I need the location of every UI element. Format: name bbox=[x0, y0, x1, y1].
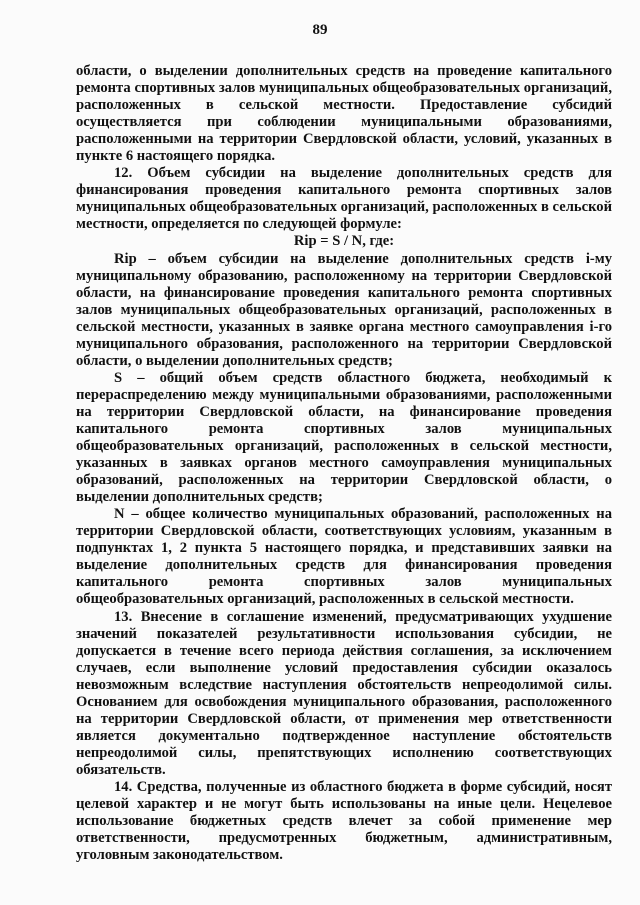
page-number: 89 bbox=[312, 22, 328, 38]
definition-n: N – общее количество муниципальных образований, расположенных на территории Свердловской области, соответствующих условиям, указанным в подпунктах 1, 2 пункта 5 настоящего порядка, и представивших заявки на выделение дополнительных средств для финансирования проведения капитального ремонта спортивных залов муниципальных общеобразовательных организаций, расположенных в сельской местности. bbox=[76, 506, 612, 608]
paragraph-12: 12. Объем субсидии на выделение дополнительных средств для финансирования проведения капитального ремонта спортивных залов муниципальных общеобразовательных организаций, расположенных в сельской местности, определяется по следующей формуле: bbox=[76, 165, 612, 233]
paragraph-continuation: области, о выделении дополнительных средств на проведение капитального ремонта спортивных залов муниципальных общеобразовательных организаций, расположенных в сельской местности. Предоставление субсидий осуществляется при соблюдении муниципальными образованиями, расположенными на территории Свердловской области, условий, указанных в пункте 6 настоящего порядка. bbox=[76, 63, 612, 165]
document-body bbox=[76, 63, 612, 864]
formula: Rip = S / N, где: bbox=[293, 233, 395, 250]
definition-rip: Rip – объем субсидии на выделение дополнительных средств i-му муниципальному образованию, расположенному на территории Свердловской области, на финансирование проведения капитального ремонта спортивных залов муниципальных общеобразовательных организаций, расположенных в сельской местности, указанных в заявке органа местного самоуправления i-го муниципального образования, расположенного на территории Свердловской области, о выделении дополнительных средств; bbox=[76, 250, 612, 369]
paragraph-14: 14. Средства, полученные из областного бюджета в форме субсидий, носят целевой характер и не могут быть использованы на иные цели. Нецелевое использование бюджетных средств влечет за собой применение мер ответственности, предусмотренных бюджетным, административным, уголовным законодательством. bbox=[76, 778, 612, 864]
paragraph-13: 13. Внесение в соглашение изменений, предусматривающих ухудшение значений показателей результативности использования субсидии, не допускается в течение всего периода действия соглашения, за исключением случаев, если выполнение условий предоставления субсидии оказалось невозможным вследствие наступления обстоятельств непреодолимой силы. Основанием для освобождения муниципального образования, расположенного на территории Свердловской области, от применения мер ответственности является документально подтвержденное наступление обстоятельств непреодолимой силы, препятствующих исполнению соответствующих обязательств. bbox=[76, 608, 612, 778]
definition-s: S – общий объем средств областного бюджета, необходимый к перераспределению между муниципальными образованиями, расположенными на территории Свердловской области, на финансирование проведения капитального ремонта спортивных залов муниципальных общеобразовательных организаций, расположенных в сельской местности, указанных в заявках органов местного самоуправления муниципальных образований, расположенных на территории Свердловской области, о выделении дополнительных средств; bbox=[76, 369, 612, 506]
